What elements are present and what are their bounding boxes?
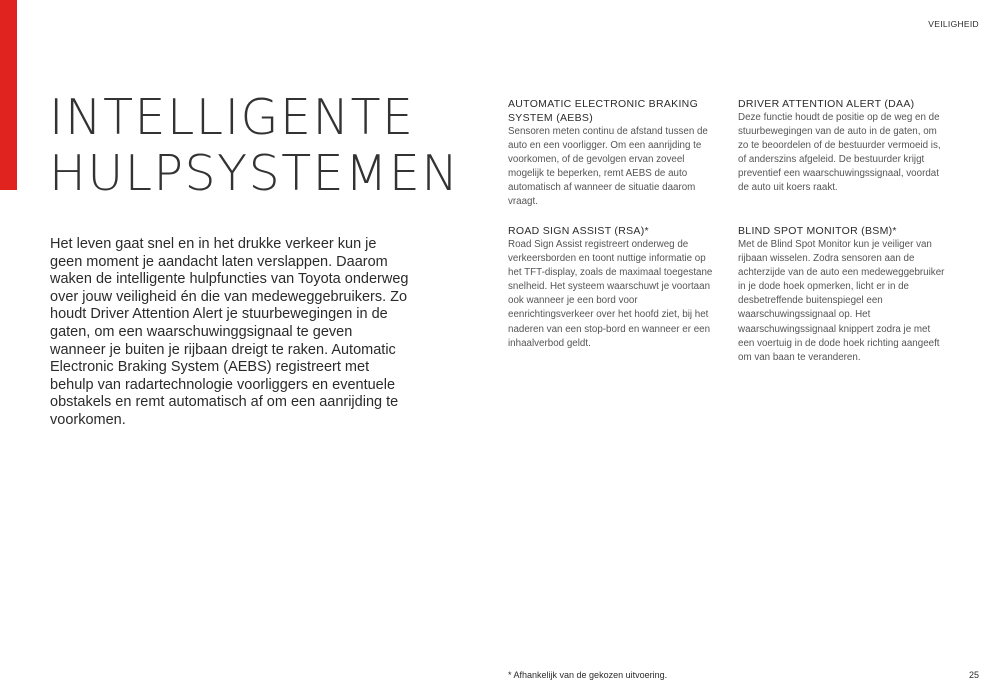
- feature-rsa: [508, 224, 716, 351]
- footnote: * Afhankelijk van de gekozen uitvoering.: [508, 670, 668, 680]
- red-accent-bar: [0, 0, 17, 190]
- feature-aebs-body: Sensoren meten continu de afstand tussen de auto en een voorligger. Om een aanrijding te voorkomen, of de gevolgen ervan zoveel mogelijk te beperken, remt AEBS de auto automatisch af wanneer de situatie daarom vraagt.: [508, 126, 708, 208]
- feature-daa: [738, 97, 948, 196]
- feature-bsm-body: Met de Blind Spot Monitor kun je veiliger van rijbaan wisselen. Zodra sensoren aan de achterzijde van de auto een medeweggebruiker in je dode hoek opmerken, licht er in de desbetreffende buitenspiegel een waarschuwingssignaal op. Het waarschuwingssignaal knippert zodra je met een voertuig in de dode hoek richting aangeeft om van baan te veranderen.: [738, 239, 945, 363]
- feature-daa-body: Deze functie houdt de positie op de weg en de stuurbewegingen van de auto in de gaten, om zo te beoordelen of de bestuurder vermoeid is, of anderszins afgeleid. De bestuurder krijgt preventief een waarschuwingssignaal, voordat de auto uit koers raakt.: [738, 112, 941, 194]
- intro-paragraph: Het leven gaat snel en in het drukke verkeer kun je geen moment je aandacht laten verslappen. Daarom waken de intelligente hulpfuncties van Toyota onderweg over jouw veiligheid én die van medeweggebruikers. Zo houdt Driver Attention Alert je stuurbewegingen in de gaten, om een waarschuwinggsignaal te geven wanneer je buiten je rijbaan dreigt te raken. Automatic Electronic Braking System (AEBS) registreert met behulp van radartechnologie voorliggers en eventuele obstakels en remt automatisch af om een aanrijding te voorkomen.: [50, 236, 409, 428]
- feature-bsm: [738, 224, 948, 365]
- feature-rsa-body: Road Sign Assist registreert onderweg de verkeersborden en toont nuttige informatie op het TFT-display, zoals de maximaal toegestane snelheid. Het systeem waarschuwt je voortaan ook wanneer je een bord voor eenrichtingsverkeer over het hoofd ziet, bij het naderen van een stop-bord en wanneer er een inhaalverbod geldt.: [508, 239, 713, 349]
- page-title: [49, 90, 459, 202]
- page-number: 25: [968, 670, 979, 680]
- feature-aebs-heading: AUTOMATIC ELECTRONIC BRAKING SYSTEM (AEBS): [508, 98, 699, 124]
- page-title-line-1: INTELLIGENTE: [49, 89, 415, 146]
- page-title-line-2: HULPSYSTEMEN: [49, 145, 460, 202]
- feature-rsa-heading: ROAD SIGN ASSIST (RSA)*: [508, 225, 649, 237]
- section-label: VEILIGHEID: [928, 19, 979, 29]
- feature-bsm-heading: BLIND SPOT MONITOR (BSM)*: [738, 225, 897, 237]
- feature-daa-heading: DRIVER ATTENTION ALERT (DAA): [738, 98, 915, 110]
- feature-aebs: [508, 97, 716, 210]
